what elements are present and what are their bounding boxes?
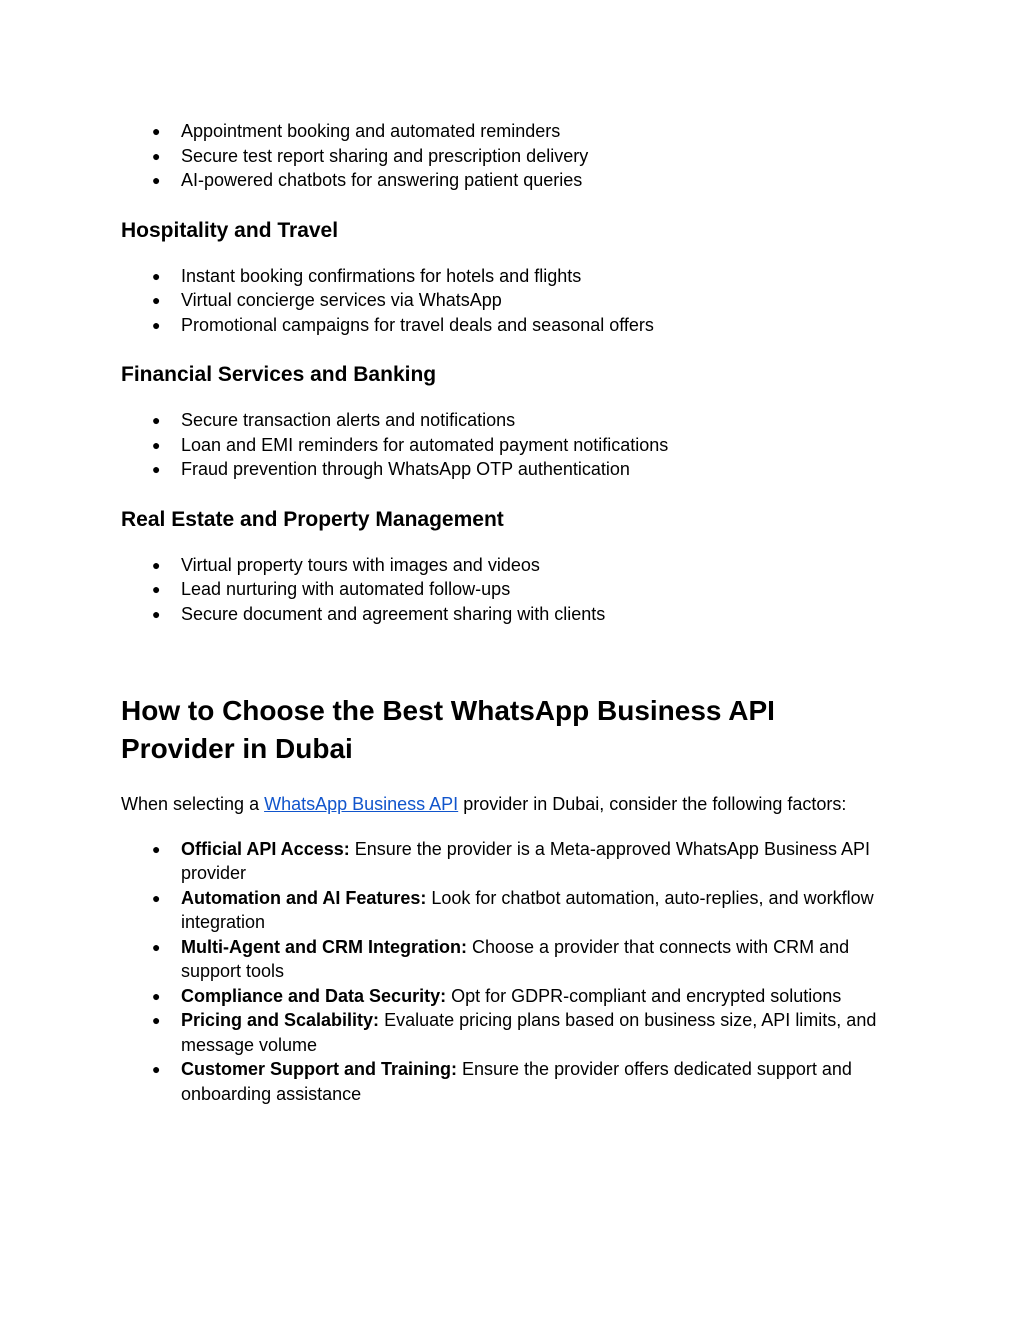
factor-label: Compliance and Data Security: <box>181 985 447 1006</box>
factor-label: Multi-Agent and CRM Integration: <box>181 936 467 957</box>
list-item <box>121 935 911 984</box>
bullet-icon: ● <box>152 436 161 453</box>
list-item: ● Instant booking confirmations for hotels and flights <box>121 264 911 289</box>
section-heading-realestate: Real Estate and Property Management <box>121 507 504 531</box>
heading-line-1: How to Choose the Best WhatsApp Business API <box>121 695 775 726</box>
factor-text: Evaluate pricing plans based on business size, API limits, and message volume <box>181 1010 877 1055</box>
factor-label: Pricing and Scalability: <box>181 1010 380 1030</box>
list-item <box>121 984 911 1009</box>
list-item: ● Virtual property tours with images and videos <box>121 553 911 578</box>
hospitality-list <box>121 264 911 338</box>
factor-label: Customer Support and Training: <box>181 1059 458 1079</box>
bullet-icon: ● <box>152 461 161 477</box>
list-item: ● Lead nurturing with automated follow-ups <box>121 577 911 602</box>
bullet-icon: ● <box>152 123 161 139</box>
bullet-icon: ● <box>152 840 161 857</box>
factor-label: Automation and AI Features: <box>181 887 427 908</box>
realestate-list <box>121 553 911 627</box>
list-item: ● Secure test report sharing and prescription delivery <box>121 144 911 169</box>
factor-text: Opt for GDPR-compliant and encrypted solutions <box>446 985 842 1006</box>
intro-paragraph: When selecting a WhatsApp Business API provider in Dubai, consider the following factors: <box>121 794 847 814</box>
bullet-icon: ● <box>152 316 161 333</box>
list-item <box>121 1008 911 1057</box>
list-item: ● Fraud prevention through WhatsApp OTP authentication <box>121 457 911 482</box>
list-item <box>121 886 911 935</box>
bullet-icon: ● <box>152 581 161 597</box>
list-item: ● AI-powered chatbots for answering patient queries <box>121 168 911 193</box>
section-heading-hospitality: Hospitality and Travel <box>121 218 339 242</box>
finance-list <box>121 408 911 482</box>
list-item <box>121 1057 911 1106</box>
bullet-icon: ● <box>152 1012 161 1028</box>
bullet-icon: ● <box>152 987 161 1004</box>
bullet-icon: ● <box>152 556 161 573</box>
bullet-icon: ● <box>152 172 161 188</box>
bullet-icon: ● <box>152 1061 161 1077</box>
factor-text: Choose a provider that connects with CRM and support tools <box>181 936 850 981</box>
bullet-icon: ● <box>152 292 161 308</box>
list-item: ● Promotional campaigns for travel deals and seasonal offers <box>121 313 911 338</box>
bullet-icon: ● <box>152 889 161 906</box>
list-item: ● Secure transaction alerts and notifications <box>121 408 911 433</box>
list-item <box>121 837 911 886</box>
list-item: ● Appointment booking and automated reminders <box>121 119 911 144</box>
factor-text: Look for chatbot automation, auto-replies, and workflow integration <box>181 887 874 932</box>
document-content <box>121 119 911 1106</box>
healthcare-list <box>121 119 911 193</box>
bullet-icon: ● <box>152 938 161 955</box>
whatsapp-business-api-link[interactable]: WhatsApp Business API <box>264 794 459 814</box>
bullet-icon: ● <box>152 147 161 164</box>
list-item: ● Loan and EMI reminders for automated payment notifications <box>121 433 911 458</box>
bullet-icon: ● <box>152 605 161 622</box>
factor-label: Official API Access: <box>181 838 350 859</box>
bullet-icon: ● <box>152 267 161 284</box>
factor-text: Ensure the provider offers dedicated support and onboarding assistance <box>181 1059 852 1104</box>
factor-text: Ensure the provider is a Meta-approved WhatsApp Business API provider <box>181 838 871 883</box>
list-item: ● Secure document and agreement sharing with clients <box>121 602 911 627</box>
bullet-icon: ● <box>152 412 161 428</box>
page-heading <box>121 692 911 768</box>
heading-line-2: Provider in Dubai <box>121 733 353 764</box>
factors-list <box>121 837 911 1107</box>
section-heading-finance: Financial Services and Banking <box>121 363 437 386</box>
list-item: ● Virtual concierge services via WhatsApp <box>121 288 911 313</box>
